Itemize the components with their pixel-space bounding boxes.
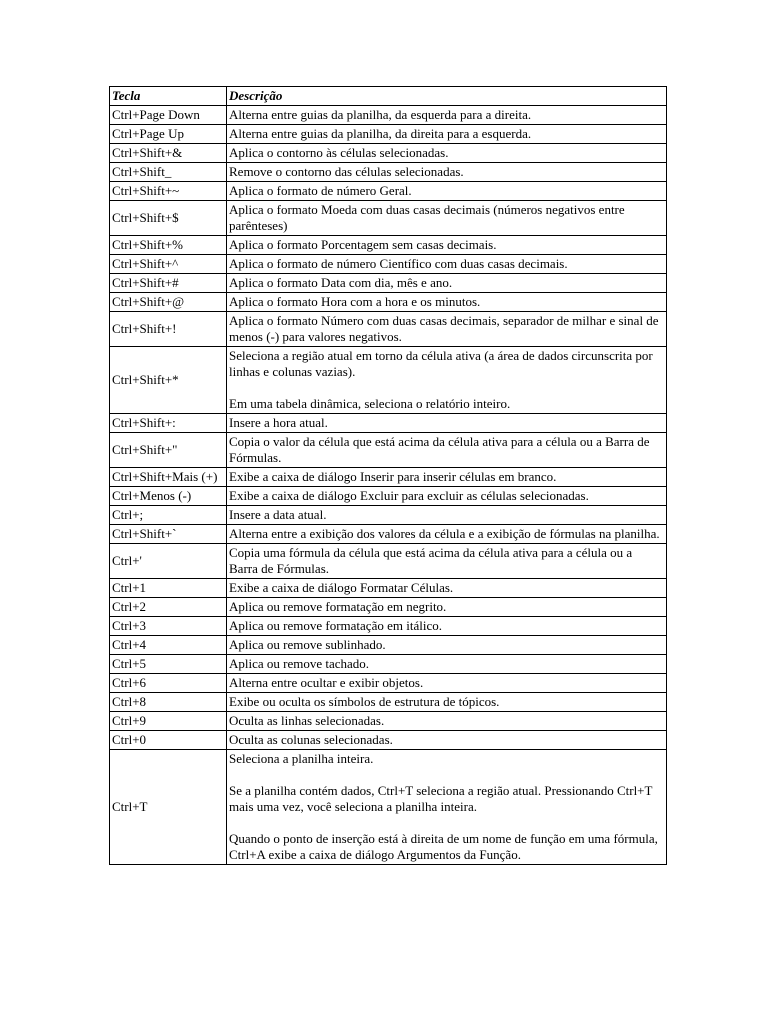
shortcut-description (227, 579, 667, 598)
table-body (110, 106, 667, 865)
description-paragraph: Exibe a caixa de diálogo Inserir para inserir células em branco. (229, 469, 557, 484)
shortcut-key: Ctrl+Shift_ (110, 163, 227, 182)
description-paragraph: Alterna entre a exibição dos valores da célula e a exibição de fórmulas na planilha. (229, 526, 660, 541)
shortcut-description (227, 468, 667, 487)
table-row (110, 201, 667, 236)
shortcut-description (227, 236, 667, 255)
shortcut-key: Ctrl+4 (110, 636, 227, 655)
shortcut-key: Ctrl+T (110, 750, 227, 865)
shortcut-description (227, 617, 667, 636)
shortcut-key: Ctrl+Shift+~ (110, 182, 227, 201)
paragraph-gap (229, 767, 664, 783)
shortcut-description (227, 506, 667, 525)
table-row (110, 312, 667, 347)
shortcut-key: Ctrl+Shift+` (110, 525, 227, 544)
shortcut-table (109, 86, 667, 865)
shortcut-key: Ctrl+Shift+: (110, 414, 227, 433)
shortcut-key: Ctrl+9 (110, 712, 227, 731)
shortcut-key: Ctrl+8 (110, 693, 227, 712)
shortcut-description (227, 347, 667, 414)
table-row (110, 182, 667, 201)
shortcut-description (227, 598, 667, 617)
table-row (110, 617, 667, 636)
shortcut-description (227, 312, 667, 347)
shortcut-key: Ctrl+6 (110, 674, 227, 693)
table-row (110, 598, 667, 617)
table-row (110, 414, 667, 433)
shortcut-key: Ctrl+; (110, 506, 227, 525)
table-row (110, 347, 667, 414)
shortcut-description (227, 636, 667, 655)
shortcut-key: Ctrl+2 (110, 598, 227, 617)
table-row (110, 144, 667, 163)
shortcut-key: Ctrl+Shift+! (110, 312, 227, 347)
shortcut-description (227, 525, 667, 544)
shortcut-key: Ctrl+Shift+# (110, 274, 227, 293)
shortcut-description (227, 750, 667, 865)
shortcut-key: Ctrl+0 (110, 731, 227, 750)
description-paragraph: Oculta as linhas selecionadas. (229, 713, 385, 728)
paragraph-gap (229, 380, 664, 396)
description-paragraph: Aplica ou remove sublinhado. (229, 637, 386, 652)
description-paragraph: Oculta as colunas selecionadas. (229, 732, 393, 747)
shortcut-description (227, 487, 667, 506)
shortcut-key: Ctrl+5 (110, 655, 227, 674)
description-paragraph: Alterna entre guias da planilha, da direita para a esquerda. (229, 126, 532, 141)
shortcut-description (227, 182, 667, 201)
description-paragraph: Aplica o formato Data com dia, mês e ano. (229, 275, 453, 290)
shortcut-description (227, 201, 667, 236)
table-row (110, 506, 667, 525)
description-paragraph: Exibe ou oculta os símbolos de estrutura de tópicos. (229, 694, 500, 709)
table-row (110, 731, 667, 750)
shortcut-description (227, 414, 667, 433)
description-paragraph: Seleciona a planilha inteira. (229, 751, 374, 766)
description-paragraph: Alterna entre ocultar e exibir objetos. (229, 675, 424, 690)
shortcut-description (227, 255, 667, 274)
shortcut-key: Ctrl+Menos (-) (110, 487, 227, 506)
shortcut-description (227, 125, 667, 144)
description-paragraph: Seleciona a região atual em torno da célula ativa (a área de dados circunscrita por linhas e colunas vazias). (229, 348, 653, 379)
description-paragraph: Exibe a caixa de diálogo Excluir para excluir as células selecionadas. (229, 488, 589, 503)
description-paragraph: Aplica o contorno às células selecionadas. (229, 145, 449, 160)
table-header-row (110, 87, 667, 106)
table-row (110, 693, 667, 712)
description-paragraph: Aplica ou remove tachado. (229, 656, 370, 671)
shortcut-key: Ctrl+Shift+^ (110, 255, 227, 274)
header-description: Descrição (227, 87, 667, 106)
table-row (110, 674, 667, 693)
table-row (110, 433, 667, 468)
shortcut-description (227, 655, 667, 674)
shortcut-key: Ctrl+Page Down (110, 106, 227, 125)
shortcut-description (227, 731, 667, 750)
shortcut-key: Ctrl+Shift+@ (110, 293, 227, 312)
table-row (110, 712, 667, 731)
description-paragraph: Insere a data atual. (229, 507, 327, 522)
table-row (110, 293, 667, 312)
description-paragraph: Aplica o formato de número Científico com duas casas decimais. (229, 256, 568, 271)
description-paragraph: Quando o ponto de inserção está à direita de um nome de função em uma fórmula, Ctrl+A exibe a caixa de diálogo Argumentos da Função. (229, 831, 658, 862)
description-paragraph: Em uma tabela dinâmica, seleciona o relatório inteiro. (229, 396, 511, 411)
description-paragraph: Aplica ou remove formatação em itálico. (229, 618, 442, 633)
shortcut-key: Ctrl+Shift+$ (110, 201, 227, 236)
shortcut-description (227, 293, 667, 312)
shortcut-key: Ctrl+3 (110, 617, 227, 636)
table-row (110, 106, 667, 125)
table-row (110, 544, 667, 579)
shortcut-key: Ctrl+Shift+% (110, 236, 227, 255)
table-row (110, 255, 667, 274)
shortcut-key: Ctrl+Shift+Mais (+) (110, 468, 227, 487)
shortcut-description (227, 544, 667, 579)
table-row (110, 750, 667, 865)
shortcut-description (227, 144, 667, 163)
table-row (110, 236, 667, 255)
description-paragraph: Exibe a caixa de diálogo Formatar Células. (229, 580, 454, 595)
shortcut-key: Ctrl+Shift+* (110, 347, 227, 414)
shortcut-key: Ctrl+Page Up (110, 125, 227, 144)
description-paragraph: Aplica o formato Moeda com duas casas decimais (números negativos entre parênteses) (229, 202, 625, 233)
shortcut-description (227, 163, 667, 182)
description-paragraph: Aplica ou remove formatação em negrito. (229, 599, 447, 614)
shortcut-key: Ctrl+Shift+" (110, 433, 227, 468)
description-paragraph: Se a planilha contém dados, Ctrl+T seleciona a região atual. Pressionando Ctrl+T mais uma vez, você seleciona a planilha inteira. (229, 783, 653, 814)
table-row (110, 163, 667, 182)
shortcut-description (227, 274, 667, 293)
description-paragraph: Aplica o formato Hora com a hora e os minutos. (229, 294, 481, 309)
table-row (110, 125, 667, 144)
shortcut-description (227, 674, 667, 693)
shortcut-description (227, 693, 667, 712)
table-row (110, 487, 667, 506)
description-paragraph: Aplica o formato Porcentagem sem casas decimais. (229, 237, 497, 252)
shortcut-description (227, 106, 667, 125)
shortcut-key: Ctrl+Shift+& (110, 144, 227, 163)
description-paragraph: Alterna entre guias da planilha, da esquerda para a direita. (229, 107, 532, 122)
table-row (110, 468, 667, 487)
description-paragraph: Aplica o formato de número Geral. (229, 183, 412, 198)
shortcut-key: Ctrl+1 (110, 579, 227, 598)
table-row (110, 636, 667, 655)
shortcut-key: Ctrl+' (110, 544, 227, 579)
table-row (110, 525, 667, 544)
description-paragraph: Insere a hora atual. (229, 415, 328, 430)
paragraph-gap (229, 815, 664, 831)
shortcut-description (227, 712, 667, 731)
table-row (110, 274, 667, 293)
shortcut-description (227, 433, 667, 468)
table-row (110, 579, 667, 598)
description-paragraph: Aplica o formato Número com duas casas decimais, separador de milhar e sinal de menos (-) para valores negativos. (229, 313, 659, 344)
description-paragraph: Remove o contorno das células selecionadas. (229, 164, 464, 179)
description-paragraph: Copia o valor da célula que está acima da célula ativa para a célula ou a Barra de Fórmulas. (229, 434, 650, 465)
header-key: Tecla (110, 87, 227, 106)
description-paragraph: Copia uma fórmula da célula que está acima da célula ativa para a célula ou a Barra de Fórmulas. (229, 545, 633, 576)
table-row (110, 655, 667, 674)
